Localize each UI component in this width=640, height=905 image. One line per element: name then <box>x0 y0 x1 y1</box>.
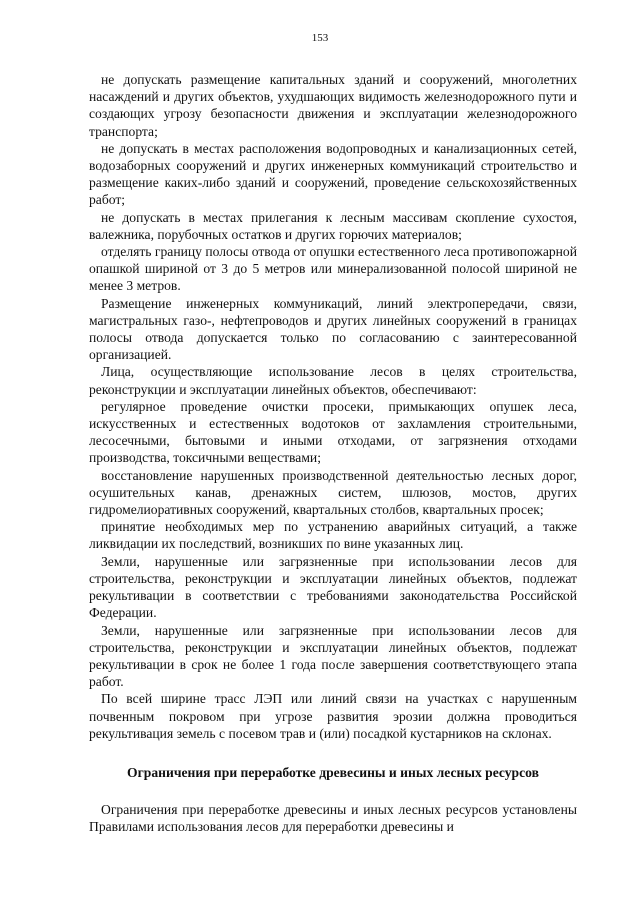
paragraph: не допускать размещение капитальных зданий и сооружений, многолетних насаждений и других объектов, ухудшающих видимость железнодорожного пути и создающих угрозу безопасности движения и эксплуатации железнодорожного транспорта; <box>89 72 577 139</box>
paragraph: восстановление нарушенных производственной деятельностью лесных дорог, осушительных канав, дренажных систем, шлюзов, мостов, других гидромелиоративных сооружений, квартальных столбов, квартальных просек; <box>89 467 577 518</box>
paragraph: не допускать в местах расположения водопроводных и канализационных сетей, водозаборных сооружений и других инженерных коммуникаций строительство и размещение каких-либо зданий и сооружений, проведение сельскохозяйственных работ; <box>89 140 577 208</box>
page-number: 153 <box>311 32 329 44</box>
paragraph: не допускать в местах прилегания к лесным массивам скопление сухостоя, валежника, порубочных остатков и других горючих материалов; <box>89 209 577 242</box>
section-heading: Ограничения при переработке древесины и иных лесных ресурсов <box>127 764 539 780</box>
paragraph: Ограничения при переработке древесины и иных лесных ресурсов установлены Правилами использования лесов для переработки древесины и <box>89 802 577 835</box>
paragraph: принятие необходимых мер по устранению аварийных ситуаций, а также ликвидации их последствий, возникших по вине указанных лиц. <box>89 519 577 552</box>
paragraph: Размещение инженерных коммуникаций, линий электропередачи, связи, магистральных газо-, нефтепроводов и других линейных сооружений в границах полосы отвода допускается только по согласованию с заинтересованной организацией. <box>89 295 577 363</box>
paragraph: Земли, нарушенные или загрязненные при использовании лесов для строительства, реконструкции и эксплуатации линейных объектов, подлежат рекультивации в срок не более 1 года после завершения соответствующего этапа работ. <box>89 622 577 690</box>
paragraph: Лица, осуществляющие использование лесов в целях строительства, реконструкции и эксплуатации линейных объектов, обеспечивают: <box>89 364 577 397</box>
paragraph: Земли, нарушенные или загрязненные при использовании лесов для строительства, реконструкции и эксплуатации линейных объектов, подлежат рекультивации в соответствии с требованиями законодательства Российской Федерации. <box>89 553 577 621</box>
paragraph: регулярное проведение очистки просеки, примыкающих опушек леса, искусственных и естественных водотоков от захламления строительными, лесосечными, бытовыми и иными отходами, от загрязнения отходами производства, токсичными веществами; <box>89 398 577 466</box>
paragraph: По всей ширине трасс ЛЭП или линий связи на участках с нарушенным почвенным покровом при угрозе развития эрозии должна проводиться рекультивация земель с посевом трав и (или) посадкой кустарников на склонах. <box>89 691 577 741</box>
document-body <box>89 71 577 836</box>
paragraph: отделять границу полосы отвода от опушки естественного леса противопожарной опашкой шириной от 3 до 5 метров или минерализованной полосой шириной не менее 3 метров. <box>89 244 577 294</box>
